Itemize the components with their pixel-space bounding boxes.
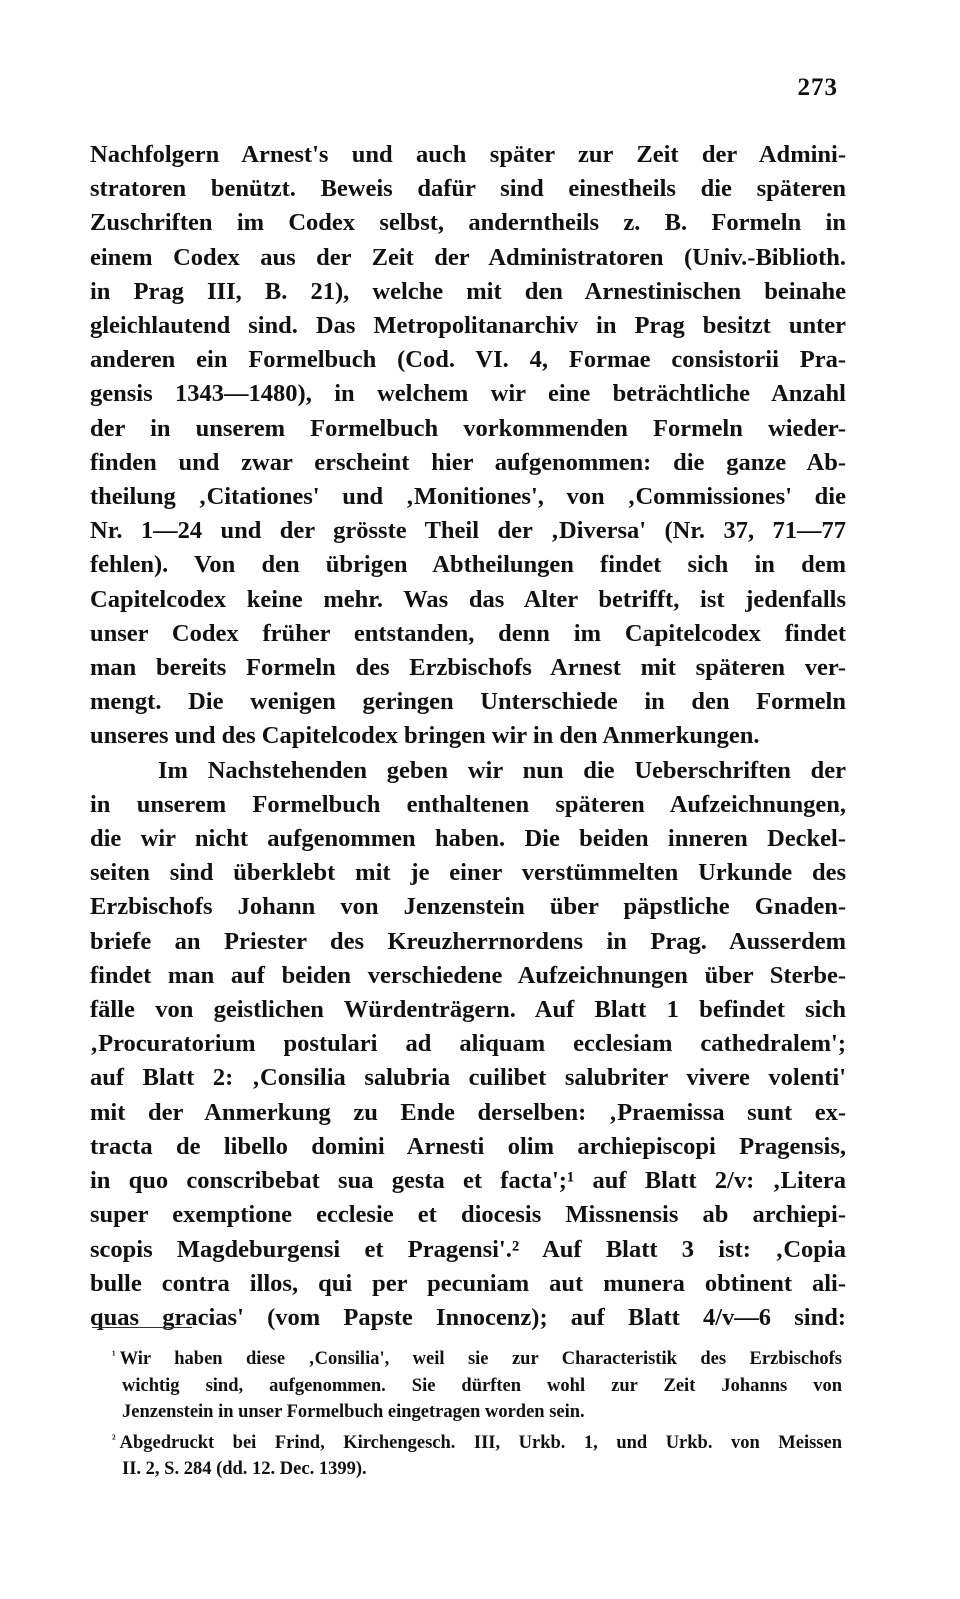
body-line: findet man auf beiden verschiedene Aufzeichnungen über Sterbe- — [90, 961, 846, 989]
body-line: Zuschriften im Codex selbst, anderntheils z. B. Formeln in — [90, 209, 846, 237]
body-line: man bereits Formeln des Erzbischofs Arnest mit späteren ver- — [90, 654, 846, 682]
body-line: einem Codex aus der Zeit der Administratoren (Univ.-Biblioth. — [90, 243, 846, 271]
body-line: quas gracias' (vom Papste Innocenz); auf Blatt 4/v—6 sind: — [90, 1303, 846, 1331]
body-line: ‚Procuratorium postulari ad aliquam ecclesiam cathedralem'; — [90, 1030, 846, 1058]
body-line: gensis 1343—1480), in welchem wir eine beträchtliche Anzahl — [90, 380, 846, 408]
body-line: mengt. Die wenigen geringen Unterschiede in den Formeln — [90, 688, 846, 716]
footnote-marker: ² — [112, 1431, 116, 1446]
footnote-1-line: Jenzenstein in unser Formelbuch eingetragen worden sein. — [122, 1402, 585, 1423]
body-line: Nr. 1—24 und der grösste Theil der ‚Diversa' (Nr. 37, 71—77 — [90, 517, 846, 545]
body-line: mit der Anmerkung zu Ende derselben: ‚Praemissa sunt ex- — [90, 1098, 846, 1126]
body-line: in unserem Formelbuch enthaltenen späteren Aufzeichnungen, — [90, 790, 846, 818]
body-line: seiten sind überklebt mit je einer verstümmelten Urkunde des — [90, 859, 846, 887]
body-line: unser Codex früher entstanden, denn im Capitelcodex findet — [90, 619, 846, 647]
body-line: stratoren benützt. Beweis dafür sind einestheils die späteren — [90, 175, 846, 203]
body-line: fehlen). Von den übrigen Abtheilungen findet sich in dem — [90, 551, 846, 579]
body-line: briefe an Priester des Kreuzherrnordens in Prag. Ausserdem — [90, 927, 846, 955]
footnote-marker: ¹ — [112, 1348, 116, 1362]
paragraph-start-line: Im Nachstehenden geben wir nun die Ueberschriften der — [158, 756, 846, 784]
footnote-1-line — [112, 1342, 842, 1373]
paragraph-end-line: unseres und des Capitelcodex bringen wir in den Anmerkungen. — [90, 722, 760, 750]
body-line: Erzbischofs Johann von Jenzenstein über päpstliche Gnaden- — [90, 893, 846, 921]
page-number: 273 — [797, 74, 838, 101]
footnote-1-line: wichtig sind, aufgenommen. Sie dürften wohl zur Zeit Johanns von — [122, 1375, 842, 1396]
footnote-2-line — [112, 1426, 842, 1457]
body-text — [90, 138, 846, 1335]
body-line: theilung ‚Citationes' und ‚Monitiones', von ‚Commissiones' die — [90, 483, 846, 511]
footnote-2-line: II. 2, S. 284 (dd. 12. Dec. 1399). — [122, 1459, 367, 1480]
body-line: der in unserem Formelbuch vorkommenden Formeln wieder- — [90, 414, 846, 442]
footnote-separator — [92, 1327, 192, 1328]
body-line: in quo conscribebat sua gesta et facta';¹ auf Blatt 2/v: ‚Litera — [90, 1167, 846, 1195]
body-line: super exemptione ecclesie et diocesis Missnensis ab archiepi- — [90, 1201, 846, 1229]
footnote-2-text: Abgedruckt bei Frind, Kirchengesch. III, Urkb. 1, und Urkb. von Meissen — [119, 1432, 842, 1453]
body-line: die wir nicht aufgenommen haben. Die beiden inneren Deckel- — [90, 825, 846, 853]
body-line: Nachfolgern Arnest's und auch später zur Zeit der Admini- — [90, 141, 846, 168]
body-line: in Prag III, B. 21), welche mit den Arnestinischen beinahe — [90, 277, 846, 305]
body-line: scopis Magdeburgensi et Pragensi'.² Auf Blatt 3 ist: ‚Copia — [90, 1235, 846, 1263]
footnote-1-text: Wir haben diese ‚Consilia', weil sie zur Characteristik des Erzbischofs — [119, 1349, 842, 1369]
footnotes — [112, 1342, 842, 1483]
body-line: finden und zwar erscheint hier aufgenommen: die ganze Ab- — [90, 448, 846, 476]
body-line: anderen ein Formelbuch (Cod. VI. 4, Formae consistorii Pra- — [90, 346, 846, 374]
body-line: gleichlautend sind. Das Metropolitanarchiv in Prag besitzt unter — [90, 312, 846, 340]
body-line: tracta de libello domini Arnesti olim archiepiscopi Pragensis, — [90, 1132, 846, 1160]
body-line: auf Blatt 2: ‚Consilia salubria cuilibet salubriter vivere volenti' — [90, 1064, 846, 1092]
body-line: Capitelcodex keine mehr. Was das Alter betrifft, ist jedenfalls — [90, 585, 846, 613]
body-line: fälle von geistlichen Würdenträgern. Auf Blatt 1 befindet sich — [90, 996, 846, 1024]
body-line: bulle contra illos, qui per pecuniam aut munera obtinent ali- — [90, 1269, 846, 1297]
